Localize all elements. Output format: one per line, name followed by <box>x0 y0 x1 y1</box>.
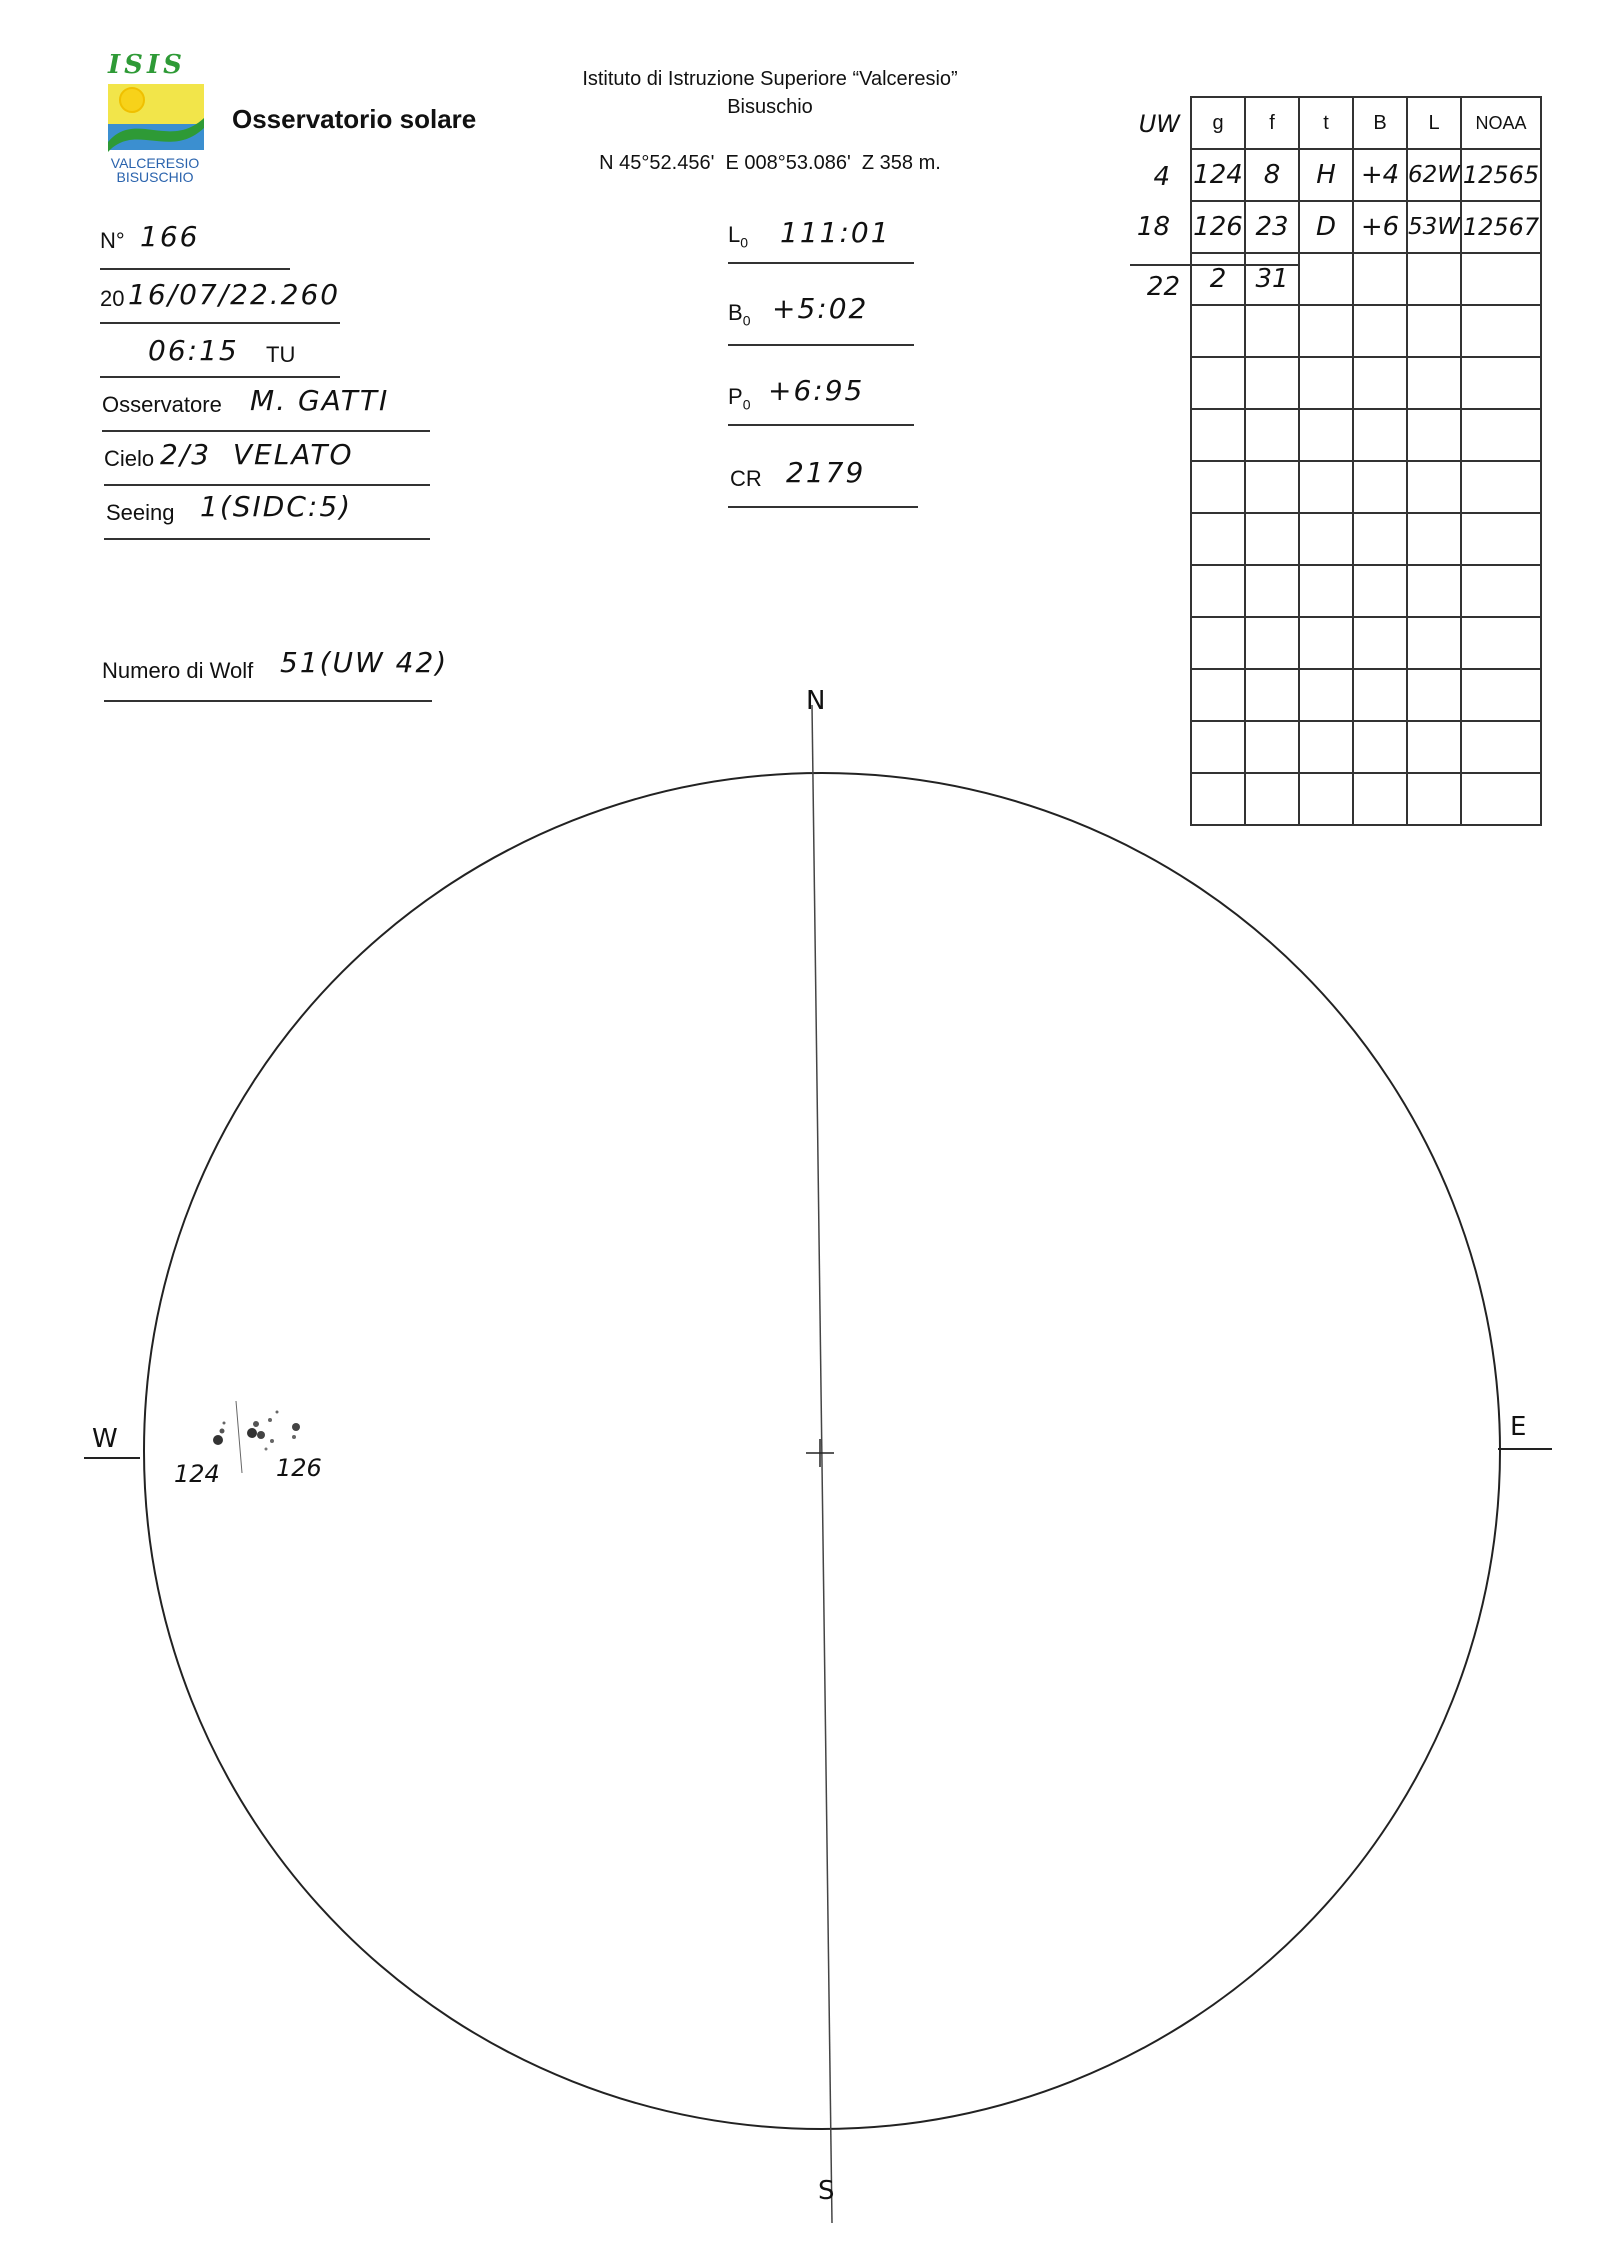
cell-g: 2 <box>1191 253 1245 305</box>
observer-value: M. GATTI <box>250 384 390 417</box>
table-cell-empty <box>1461 513 1541 565</box>
table-cell-empty <box>1299 305 1353 357</box>
institute-name: Istituto di Istruzione Superiore “Valceresio” <box>582 68 958 90</box>
table-cell-empty <box>1407 617 1461 669</box>
south-label: S <box>818 2176 835 2206</box>
table-cell-empty <box>1353 513 1407 565</box>
table-cell-empty <box>1245 565 1299 617</box>
table-cell-empty <box>1191 409 1245 461</box>
table-row <box>1191 253 1541 305</box>
table-cell-empty <box>1407 461 1461 513</box>
school-logo <box>100 50 210 185</box>
table-row-empty <box>1191 357 1541 409</box>
seeing-label: Seeing <box>106 500 175 525</box>
number-label: N° <box>100 228 125 253</box>
cell-l <box>1407 253 1461 305</box>
sunspot <box>268 1418 272 1422</box>
p0-value: +6:95 <box>768 374 865 407</box>
sunspot <box>265 1448 268 1451</box>
cell-t: D <box>1299 201 1353 253</box>
p0-label: $P_0$ <box>728 384 751 413</box>
table-cell-empty <box>1245 513 1299 565</box>
p0-rule <box>728 424 914 426</box>
uw-value-3: 22 <box>1146 272 1180 302</box>
table-cell-empty <box>1191 617 1245 669</box>
table-cell-empty <box>1191 305 1245 357</box>
wolf-label: Numero di Wolf <box>102 658 254 683</box>
cell-noaa: 12567 <box>1461 201 1541 253</box>
seeing-value: 1(SIDC:5) <box>200 490 353 523</box>
sunspot-group-126 <box>247 1411 300 1451</box>
table-cell-empty <box>1245 617 1299 669</box>
table-cell-empty <box>1353 617 1407 669</box>
cell-b: +6 <box>1353 201 1407 253</box>
sunspot <box>292 1435 296 1439</box>
col-header-l: L <box>1407 97 1461 149</box>
cell-noaa: 12565 <box>1461 149 1541 201</box>
table-cell-empty <box>1299 357 1353 409</box>
table-cell-empty <box>1407 513 1461 565</box>
sunspot <box>220 1429 225 1434</box>
table-cell-empty <box>1245 409 1299 461</box>
group-label-124: 124 <box>174 1460 220 1488</box>
table-cell-empty <box>1299 617 1353 669</box>
sunspot <box>253 1421 259 1427</box>
uw-header: UW <box>1138 110 1180 138</box>
cr-label: CR <box>730 466 762 491</box>
wolf-value: 51(UW 42) <box>280 646 449 679</box>
table-cell-empty <box>1461 409 1541 461</box>
cell-l: 53W <box>1407 201 1461 253</box>
l0-value: 111:01 <box>780 216 891 249</box>
observatory-coordinates: N 45°52.456' E 008°53.086' Z 358 m. <box>599 152 941 174</box>
table-cell-empty <box>1191 357 1245 409</box>
table-row <box>1191 149 1541 201</box>
north-label: N <box>806 686 826 716</box>
table-cell-empty <box>1299 461 1353 513</box>
table-row-empty <box>1191 513 1541 565</box>
date-value: 16/07/22.260 <box>128 278 341 311</box>
observer-label: Osservatore <box>102 392 222 417</box>
date-prefix: 20 <box>100 286 125 311</box>
observer-rule <box>102 430 430 432</box>
number-value: 166 <box>140 220 200 253</box>
table-cell-empty <box>1461 617 1541 669</box>
table-row-empty <box>1191 305 1541 357</box>
cell-l: 62W <box>1407 149 1461 201</box>
sky-label: Cielo <box>104 446 155 471</box>
table-cell-empty <box>1245 357 1299 409</box>
table-cell-empty <box>1461 305 1541 357</box>
logo-subtitle-2: BISUSCHIO <box>116 169 194 185</box>
sky-value: 2/3 VELATO <box>160 438 354 471</box>
col-header-f: f <box>1245 97 1299 149</box>
cr-rule <box>728 506 918 508</box>
sky-rule <box>104 484 430 486</box>
table-row-empty <box>1191 617 1541 669</box>
table-row-empty <box>1191 409 1541 461</box>
table-cell-empty <box>1353 461 1407 513</box>
table-cell-empty <box>1407 409 1461 461</box>
table-cell-empty <box>1461 461 1541 513</box>
group-label-126: 126 <box>276 1454 322 1482</box>
table-cell-empty <box>1191 513 1245 565</box>
sunspot-group-124 <box>213 1422 226 1446</box>
table-cell-empty <box>1353 409 1407 461</box>
table-cell-empty <box>1191 565 1245 617</box>
table-cell-empty <box>1191 461 1245 513</box>
solar-disk-drawing <box>0 663 1600 2263</box>
sunspot <box>257 1431 265 1439</box>
number-rule <box>100 268 290 270</box>
table-cell-empty <box>1461 357 1541 409</box>
table-row-empty <box>1191 565 1541 617</box>
cell-t <box>1299 253 1353 305</box>
cell-noaa <box>1461 253 1541 305</box>
b0-label: $B_0$ <box>728 300 751 329</box>
cell-g: 124 <box>1191 149 1245 201</box>
cell-f: 8 <box>1245 149 1299 201</box>
east-label: E <box>1510 1412 1527 1442</box>
table-cell-empty <box>1299 409 1353 461</box>
cr-value: 2179 <box>786 456 866 489</box>
institute-town: Bisuschio <box>727 96 813 118</box>
table-cell-empty <box>1461 565 1541 617</box>
cell-b: +4 <box>1353 149 1407 201</box>
logo-wordmark: ISIS <box>108 50 186 80</box>
cell-f: 31 <box>1245 253 1299 305</box>
table-cell-empty <box>1245 305 1299 357</box>
sunspot <box>292 1423 300 1431</box>
sunspot <box>223 1422 226 1425</box>
uw-value-2: 18 <box>1136 212 1170 242</box>
sunspot <box>270 1439 274 1443</box>
table-cell-empty <box>1353 565 1407 617</box>
cell-b <box>1353 253 1407 305</box>
l0-rule <box>728 262 914 264</box>
table-cell-empty <box>1407 305 1461 357</box>
col-header-t: t <box>1299 97 1353 149</box>
table-cell-empty <box>1245 461 1299 513</box>
sunspot <box>247 1428 257 1438</box>
uw-value-1: 4 <box>1153 162 1170 192</box>
page-title: Osservatorio solare <box>232 104 477 134</box>
col-header-b: B <box>1353 97 1407 149</box>
sunspot <box>276 1411 279 1414</box>
b0-rule <box>728 344 914 346</box>
group-separator <box>236 1401 242 1473</box>
col-header-noaa: NOAA <box>1461 97 1541 149</box>
table-cell-empty <box>1299 565 1353 617</box>
b0-value: +5:02 <box>772 292 869 325</box>
logo-subtitle-1: VALCERESIO <box>110 155 200 171</box>
col-header-g: g <box>1191 97 1245 149</box>
cell-t: H <box>1299 149 1353 201</box>
date-rule <box>100 322 340 324</box>
table-row-empty <box>1191 461 1541 513</box>
time-rule <box>100 376 340 378</box>
time-value: 06:15 <box>148 334 239 367</box>
table-cell-empty <box>1353 305 1407 357</box>
table-cell-empty <box>1407 357 1461 409</box>
table-header-row <box>1191 97 1541 149</box>
cell-g: 126 <box>1191 201 1245 253</box>
west-label: W <box>92 1424 118 1454</box>
seeing-rule <box>104 538 430 540</box>
north-south-axis <box>812 705 832 2223</box>
time-unit: TU <box>266 342 296 367</box>
l0-label: $L_0$ <box>728 222 749 251</box>
sunspot <box>213 1435 223 1445</box>
table-cell-empty <box>1299 513 1353 565</box>
logo-emblem-icon <box>100 80 210 155</box>
table-cell-empty <box>1353 357 1407 409</box>
table-cell-empty <box>1407 565 1461 617</box>
cell-f: 23 <box>1245 201 1299 253</box>
table-row <box>1191 201 1541 253</box>
